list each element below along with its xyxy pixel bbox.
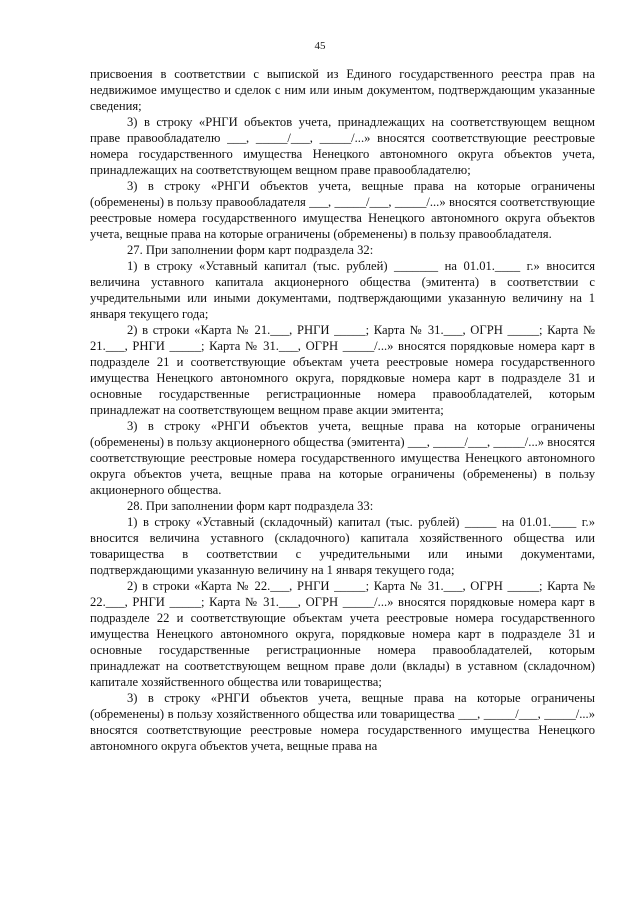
- section-heading-27: 27. При заполнении форм карт подраздела 32:: [127, 243, 374, 257]
- paragraph-27-item-2: 2) в строки «Карта № 21.___, РНГИ _____; Карта № 31.___, ОГРН _____; Карта № 21.___, РНГИ _____; Карта № 31.___, ОГРН _____/...» вносятся порядковые номера карт в подразделе 21 и соответствующие объектам учета реестровые номера государственного имущества Ненецкого автономного округа, порядковые номера карт в подразделе 31 и основные государственные регистрационные номера правообладателей, которым принадлежат на соответствующем вещном праве акции эмитента;: [90, 323, 595, 417]
- page-number: 45: [314, 40, 326, 52]
- document-body: [90, 66, 595, 754]
- paragraph-item-3-encumbrance: 3) в строку «РНГИ объектов учета, вещные права на которые ограничены (обременены) в пользу правообладателя ___, _____/___, _____/...» вносятся соответствующие реестровые номера государственного имущества Ненецкого автономного округа объектов учета, вещные права на которые ограничены (обременены) в пользу правообладателя.: [90, 179, 595, 241]
- paragraph-28-item-1: 1) в строку «Уставный (складочный) капитал (тыс. рублей) _____ на 01.01.____ г.» вносится величина уставного (складочного) капитала хозяйственного общества или товарищества в соответствии с учредительными или иными документами, подтверждающими указанную величину на 1 января текущего года;: [90, 515, 595, 577]
- paragraph-27-item-3: 3) в строку «РНГИ объектов учета, вещные права на которые ограничены (обременены) в пользу акционерного общества (эмитента) ___, _____/___, _____/...» вносятся соответствующие реестровые номера государственного имущества Ненецкого автономного округа объектов учета, вещные права на которые ограничены (обременены) в пользу акционерного общества.: [90, 419, 595, 497]
- paragraph-28-item-3: 3) в строку «РНГИ объектов учета, вещные права на которые ограничены (обременены) в пользу хозяйственного общества или товарищества ___, _____/___, _____/...» вносятся соответствующие реестровые номера государственного имущества Ненецкого автономного округа объектов учета, вещные права на: [90, 691, 595, 753]
- paragraph-item-3-rights: 3) в строку «РНГИ объектов учета, принадлежащих на соответствующем вещном праве правообладателю ___, _____/___, _____/...» вносятся соответствующие реестровые номера государственного имущества Ненецкого автономного округа объектов учета, принадлежащих на соответствующем вещном праве правообладателю;: [90, 115, 595, 177]
- paragraph-27-item-1: 1) в строку «Уставный капитал (тыс. рублей) _______ на 01.01.____ г.» вносится величина уставного капитала акционерного общества (эмитента) в соответствии с учредительными или иными документами, подтверждающими указанную величину на 1 января текущего года;: [90, 259, 595, 321]
- paragraph-28-item-2: 2) в строки «Карта № 22.___, РНГИ _____; Карта № 31.___, ОГРН _____; Карта № 22.___, РНГИ _____; Карта № 31.___, ОГРН _____/...» вносятся порядковые номера карт в подразделе 22 и соответствующие объектам учета реестровые номера государственного имущества Ненецкого автономного округа, порядковые номера карт в подразделе 31 и основные государственные регистрационные номера правообладателей, которым принадлежат на соответствующем вещном праве доли (вклады) в уставном (складочном) капитале хозяйственного общества или товарищества;: [90, 579, 595, 689]
- paragraph-continuation: присвоения в соответствии с выпиской из Единого государственного реестра прав на недвижимое имущество и сделок с ним или иным документом, подтверждающим указанные сведения;: [90, 67, 595, 113]
- section-heading-28: 28. При заполнении форм карт подраздела 33:: [127, 499, 374, 513]
